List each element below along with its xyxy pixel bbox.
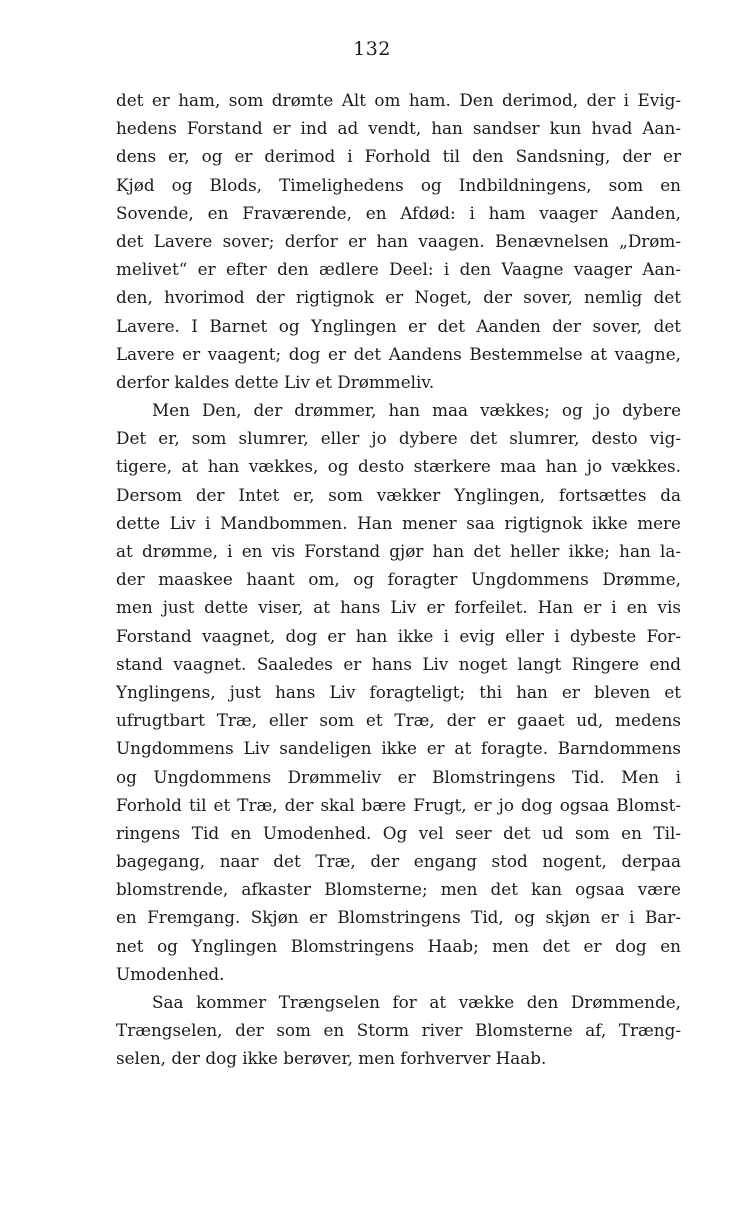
text-line: Trængselen, der som en Storm river Blomsterne af, Træng-: [116, 1020, 681, 1041]
page-number: 132: [353, 38, 391, 60]
text-line: Umodenhed.: [116, 963, 225, 984]
text-line: Dersom der Intet er, som vækker Ynglingen, fortsættes da: [116, 484, 681, 505]
text-line: ufrugtbart Træ, eller som et Træ, der er gaaet ud, medens: [116, 710, 681, 731]
text-line: bagegang, naar det Træ, der engang stod nogent, derpaa: [116, 851, 681, 872]
text-line: men just dette viser, at hans Liv er forfeilet. Han er i en vis: [116, 597, 681, 618]
text-line: at drømme, i en vis Forstand gjør han det heller ikke; han la-: [116, 541, 681, 561]
text-line: Men Den, der drømmer, han maa vækkes; og jo dybere: [152, 400, 681, 421]
text-line: derfor kaldes dette Liv et Drømmeliv.: [116, 371, 435, 392]
text-line: det Lavere sover; derfor er han vaagen. Benævnelsen „Drøm-: [116, 230, 681, 251]
text-line: den, hvorimod der rigtignok er Noget, der sover, nemlig det: [116, 287, 681, 308]
text-line: Lavere. I Barnet og Ynglingen er det Aanden der sover, det: [116, 315, 681, 336]
text-line: Ungdommens Liv sandeligen ikke er at foragte. Barndommens: [116, 738, 681, 759]
text-line: dens er, og er derimod i Forhold til den Sandsning, der er: [116, 146, 681, 167]
text-line: hedens Forstand er ind ad vendt, han sandser kun hvad Aan-: [116, 118, 681, 139]
text-line: dette Liv i Mandbommen. Han mener saa rigtignok ikke mere: [116, 512, 681, 533]
text-line: Ynglingens, just hans Liv foragteligt; thi han er bleven et: [116, 681, 681, 702]
text-line: Forhold til et Træ, der skal bære Frugt, er jo dog ogsaa Blomst-: [116, 794, 681, 815]
text-line: Kjød og Blods, Timelighedens og Indbildningens, som en: [116, 174, 681, 195]
text-line: Saa kommer Trængselen for at vække den Drømmende,: [152, 992, 681, 1012]
text-line: blomstrende, afkaster Blomsterne; men det kan ogsaa være: [116, 879, 681, 900]
body-text: [116, 86, 681, 1073]
text-line: stand vaagnet. Saaledes er hans Liv noget langt Ringere end: [116, 653, 681, 674]
text-line: melivet“ er efter den ædlere Deel: i den Vaagne vaager Aan-: [116, 259, 681, 280]
text-line: Sovende, en Fraværende, en Afdød: i ham vaager Aanden,: [116, 202, 681, 223]
text-line: det er ham, som drømte Alt om ham. Den derimod, der i Evig-: [116, 90, 681, 110]
text-line: ringens Tid en Umodenhed. Og vel seer det ud som en Til-: [116, 822, 681, 843]
text-line: Lavere er vaagent; dog er det Aandens Bestemmelse at vaagne,: [116, 343, 681, 364]
text-line: Forstand vaagnet, dog er han ikke i evig eller i dybeste For-: [116, 625, 681, 646]
text-line: selen, der dog ikke berøver, men forhverver Haab.: [116, 1048, 547, 1069]
text-line: net og Ynglingen Blomstringens Haab; men det er dog en: [116, 935, 681, 956]
text-line: tigere, at han vækkes, og desto stærkere maa han jo vækkes.: [116, 456, 681, 477]
text-line: der maaskee haant om, og foragter Ungdommens Drømme,: [116, 569, 681, 590]
text-line: Det er, som slumrer, eller jo dybere det slumrer, desto vig-: [116, 428, 681, 449]
text-line: en Fremgang. Skjøn er Blomstringens Tid, og skjøn er i Bar-: [116, 907, 681, 928]
text-line: og Ungdommens Drømmeliv er Blomstringens Tid. Men i: [116, 766, 681, 787]
